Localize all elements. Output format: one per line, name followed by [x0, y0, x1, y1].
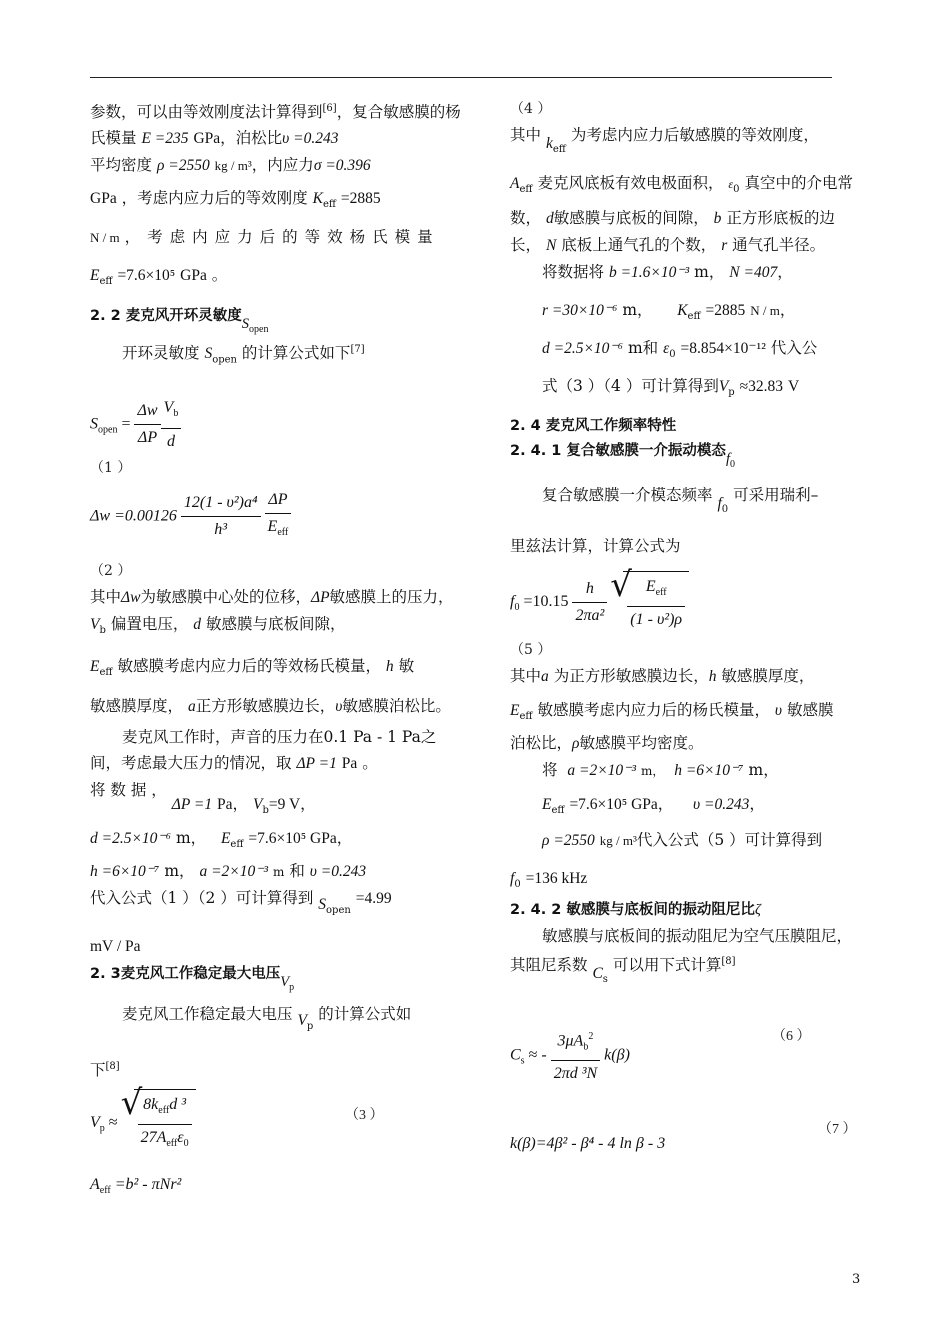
paragraph-sensitivity-intro: 开环灵敏度 $S_{open}$ 的计算公式如下[7]: [122, 344, 365, 366]
paragraph-frequency-intro-cont: 里兹法计算，计算公式为: [510, 537, 681, 556]
paragraph-voltage-intro: 麦克风工作稳定最大电压 $V_p$ 的计算公式如: [122, 1004, 412, 1033]
right-column: [510, 96, 862, 1157]
paragraph-substitution-3: 将 a =2×10⁻³ m， h =6×10⁻⁷ m， $E_{eff} =7.6\times 10^5$ GPa， υ =0.243， ρ =2550 kg / m³代入公式（5 ）可计算得到 $f_0 =136$ kHz: [510, 761, 823, 891]
paragraph-pressure: 麦克风工作时，声音的压力在0.1 Pa - 1 Pa之间，考虑最大压力的情况，取 ΔP =1 Pa 。: [90, 727, 437, 772]
paragraph-damping-intro: 敏感膜与底板间的振动阻尼为空气压膜阻尼，其阻尼系数 $C_s$ 可以用下式计算[8]: [510, 927, 853, 986]
section-heading-2-4-1: 2. 4. 1 复合敏感膜一介振动模态$f_0$: [510, 443, 735, 470]
equation-4-number: （4 ）: [510, 101, 552, 117]
paragraph-params: 参数，可以由等效刚度法计算得到[6]，复合敏感膜的杨氏模量 E =235 GPa，泊松比υ =0.243 平均密度 ρ =2550 kg / m³，内应力σ =0.396 GPa ，考虑内应力后的等效刚度 $K_{eff} =2885$ N / m ，考虑内应力后的等效杨氏模量 $E_{eff} =7.6\times 10^5$ GPa 。: [90, 103, 461, 288]
section-heading-2-2: 2. 2 麦克风开环灵敏度$S_{open}$: [90, 308, 269, 336]
equation-6-number: （6 ）: [772, 1028, 811, 1044]
section-heading-2-3: 2. 3麦克风工作稳定最大电压$V_p$: [90, 966, 295, 993]
equation-2: Δw =0.00126 $\frac{\text{12(1 - υ²)a⁴}}{\text{h³}}$ $\frac{\Delta P}{E_{eff}}$: [90, 487, 462, 546]
paragraph-symbols-2: 其中 $k_{eff}$ 为考虑内应力后敏感膜的等效刚度， $A_{eff}$ 麦克风底板有效电极面积， $\varepsilon_0$ 真空中的介电常数， d敏感膜与底板的间隙， b 正方形底板的边长， N 底板上通气孔的个数， r 通气孔半径。: [510, 126, 853, 255]
equation-6: $C_s$ ≈ - $\frac{3\mu A_b^2}{\text{2πd ³N}}$ k(β) （6 ）: [510, 1024, 862, 1088]
equation-4: $A_{eff} =b^2 - \pi Nr^2$: [90, 1175, 182, 1196]
paragraph-voltage-intro-cont: 下[8]: [90, 1061, 120, 1080]
equation-1: $S_{open}$ = $\frac{\Delta w}{\Delta P}$ $\frac{V_b}{d}$: [90, 395, 462, 454]
paragraph-frequency-intro: 复合敏感膜一介模态频率 $f_0$ 可采用瑞利–: [542, 485, 819, 516]
section-heading-2-4-2: 2. 4. 2 敏感膜与底板间的振动阻尼比ζ: [510, 902, 761, 919]
page-number: 3: [852, 1272, 861, 1287]
equation-3-number: （3 ）: [345, 1108, 384, 1124]
equation-1-number: （1 ）: [90, 459, 132, 476]
paragraph-substitution-1: 将 数 据 ， ΔP =1 Pa， $V_b=9$ V， d =2.5×10⁻⁶ m， $E_{eff} =7.6\times 10^5$ GPa， h =6×10⁻⁷ m， a =2×10⁻³ m 和 υ =0.243 代入公式（1 ）（2 ）可计算得到 $S_{open} =4.99$ mV / Pa: [90, 780, 392, 956]
left-column: [90, 96, 462, 1204]
equation-5: $f_0 =10.15$ $\frac{h}{\text{2πa²}}$ √ $\frac{E_{eff}}{\text{(1 - υ²)ρ}}$: [510, 571, 862, 633]
equation-3: $V_p$ ≈ √ $\frac{8k_{eff}d ^3}{27A_{eff}\varepsilon_0}$ （3 ）: [90, 1089, 462, 1157]
section-heading-2-4: 2. 4 麦克风工作频率特性: [510, 418, 677, 435]
paragraph-symbols-1: 其中Δw为敏感膜中心处的位移，ΔP敏感膜上的压力， $V_b$ 偏置电压， d 敏感膜与底板间隙， $E_{eff}$ 敏感膜考虑内应力后的等效杨氏模量， h 敏 敏感膜厚度， a正方形敏感膜边长，υ敏感膜泊松比。: [90, 587, 454, 715]
equation-7: k(β)=4β² - β⁴ - 4 ln β - 3 （7 ）: [510, 1131, 862, 1157]
equation-2-number: （2 ）: [90, 562, 132, 579]
header-rule: [90, 77, 832, 78]
citation: [6]: [322, 103, 337, 114]
paragraph-symbols-3: 其中a 为正方形敏感膜边长，h 敏感膜厚度， $E_{eff}$ 敏感膜考虑内应力后的杨氏模量， υ 敏感膜 泊松比，ρ敏感膜平均密度。: [510, 667, 834, 753]
equation-7-number: （7 ）: [818, 1122, 857, 1138]
paragraph-substitution-2: 将数据将 b =1.6×10⁻³ m， N =407， r =30×10⁻⁶ m， $K_{eff} =2885$ N / m， d =2.5×10⁻⁶ m和 $\varepsilon_0 =8.854\times 10^{-12}$ 代入公 式（3 ）（4 ）可计算得到$V_p \approx 32.83$ V: [542, 263, 818, 399]
equation-5-number: （5 ）: [510, 642, 552, 659]
